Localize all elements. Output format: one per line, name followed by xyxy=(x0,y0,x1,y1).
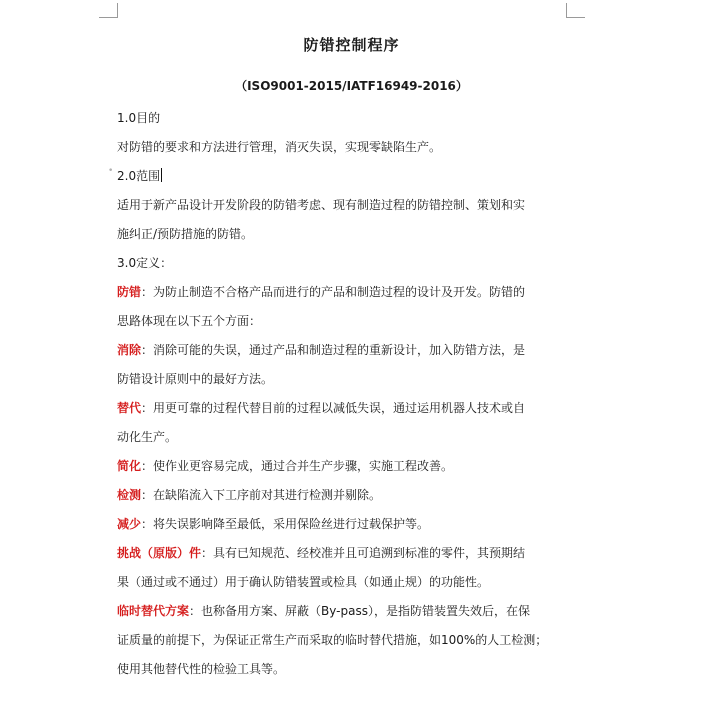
definition-text: ：使作业更容易完成，通过合并生产步骤，实施工程改善。 xyxy=(141,459,454,473)
definition-term: 临时替代方案 xyxy=(117,604,190,618)
text-cursor xyxy=(161,168,162,182)
section-heading-purpose: 1.0目的 xyxy=(117,111,161,125)
definition-challenge-part-line-2: 果（通过或不通过）用于确认防错装置或检具（如通止规）的功能性。 xyxy=(117,575,490,589)
definition-text: ：用更可靠的过程代替目前的过程以减低失误，通过运用机器人技术或自 xyxy=(141,401,526,415)
definition-term: 简化 xyxy=(117,459,142,473)
definition-text: ：在缺陷流入下工序前对其进行检测并剔除。 xyxy=(141,488,382,502)
definition-temporary-alternative-line-3: 使用其他替代性的检验工具等。 xyxy=(117,662,286,676)
definition-temporary-alternative-line-1 xyxy=(117,597,579,626)
definition-text: ：将失误影响降至最低，采用保险丝进行过载保护等。 xyxy=(141,517,430,531)
definition-replace-line-1 xyxy=(117,394,579,423)
page-corner-mark-right xyxy=(566,3,585,18)
definition-detect xyxy=(117,481,579,510)
document-title: 防错控制程序 xyxy=(303,36,400,54)
definition-term: 消除 xyxy=(117,343,142,357)
definition-term: 检测 xyxy=(117,488,142,502)
definition-error-proofing-line-1 xyxy=(117,278,579,307)
section-body-scope-line-2: 施纠正/预防措施的防错。 xyxy=(117,227,254,241)
definition-text: ：具有已知规范、经校准并且可追溯到标准的零件，其预期结 xyxy=(201,546,526,560)
definition-text: ：也称备用方案、屏蔽（By-pass），是指防错装置失效后，在保 xyxy=(189,604,530,618)
definition-temporary-alternative-line-2: 证质量的前提下，为保证正常生产而采取的临时替代措施，如100%的人工检测； xyxy=(117,633,548,647)
definition-eliminate-line-1 xyxy=(117,336,579,365)
definition-eliminate-line-2: 防错设计原则中的最好方法。 xyxy=(117,372,274,386)
section-heading-definitions: 3.0定义： xyxy=(117,256,173,270)
definition-term: 防错 xyxy=(117,285,142,299)
definition-text: ：消除可能的失误，通过产品和制造过程的重新设计，加入防错方法，是 xyxy=(141,343,526,357)
definition-error-proofing-line-2: 思路体现在以下五个方面： xyxy=(117,314,262,328)
definition-term: 减少 xyxy=(117,517,142,531)
definition-term: 替代 xyxy=(117,401,142,415)
definition-replace-line-2: 动化生产。 xyxy=(117,430,178,444)
section-body-purpose: 对防错的要求和方法进行管理，消灭失误，实现零缺陷生产。 xyxy=(117,140,442,154)
section-heading-scope xyxy=(117,162,579,191)
section-heading-scope-text: 2.0范围 xyxy=(117,169,161,183)
document-body[interactable] xyxy=(117,104,579,684)
definition-text: ：为防止制造不合格产品而进行的产品和制造过程的设计及开发。防错的 xyxy=(141,285,526,299)
definition-mitigate xyxy=(117,510,579,539)
definition-term: 挑战（原版）件 xyxy=(117,546,202,560)
paragraph-mark-icon: • xyxy=(108,166,114,176)
page-corner-mark-left xyxy=(99,3,118,18)
section-body-scope-line-1: 适用于新产品设计开发阶段的防错考虑、现有制造过程的防错控制、策划和实 xyxy=(117,198,526,212)
definition-challenge-part-line-1 xyxy=(117,539,579,568)
definition-simplify xyxy=(117,452,579,481)
document-subtitle: （ISO9001-2015/IATF16949-2016） xyxy=(235,79,468,93)
